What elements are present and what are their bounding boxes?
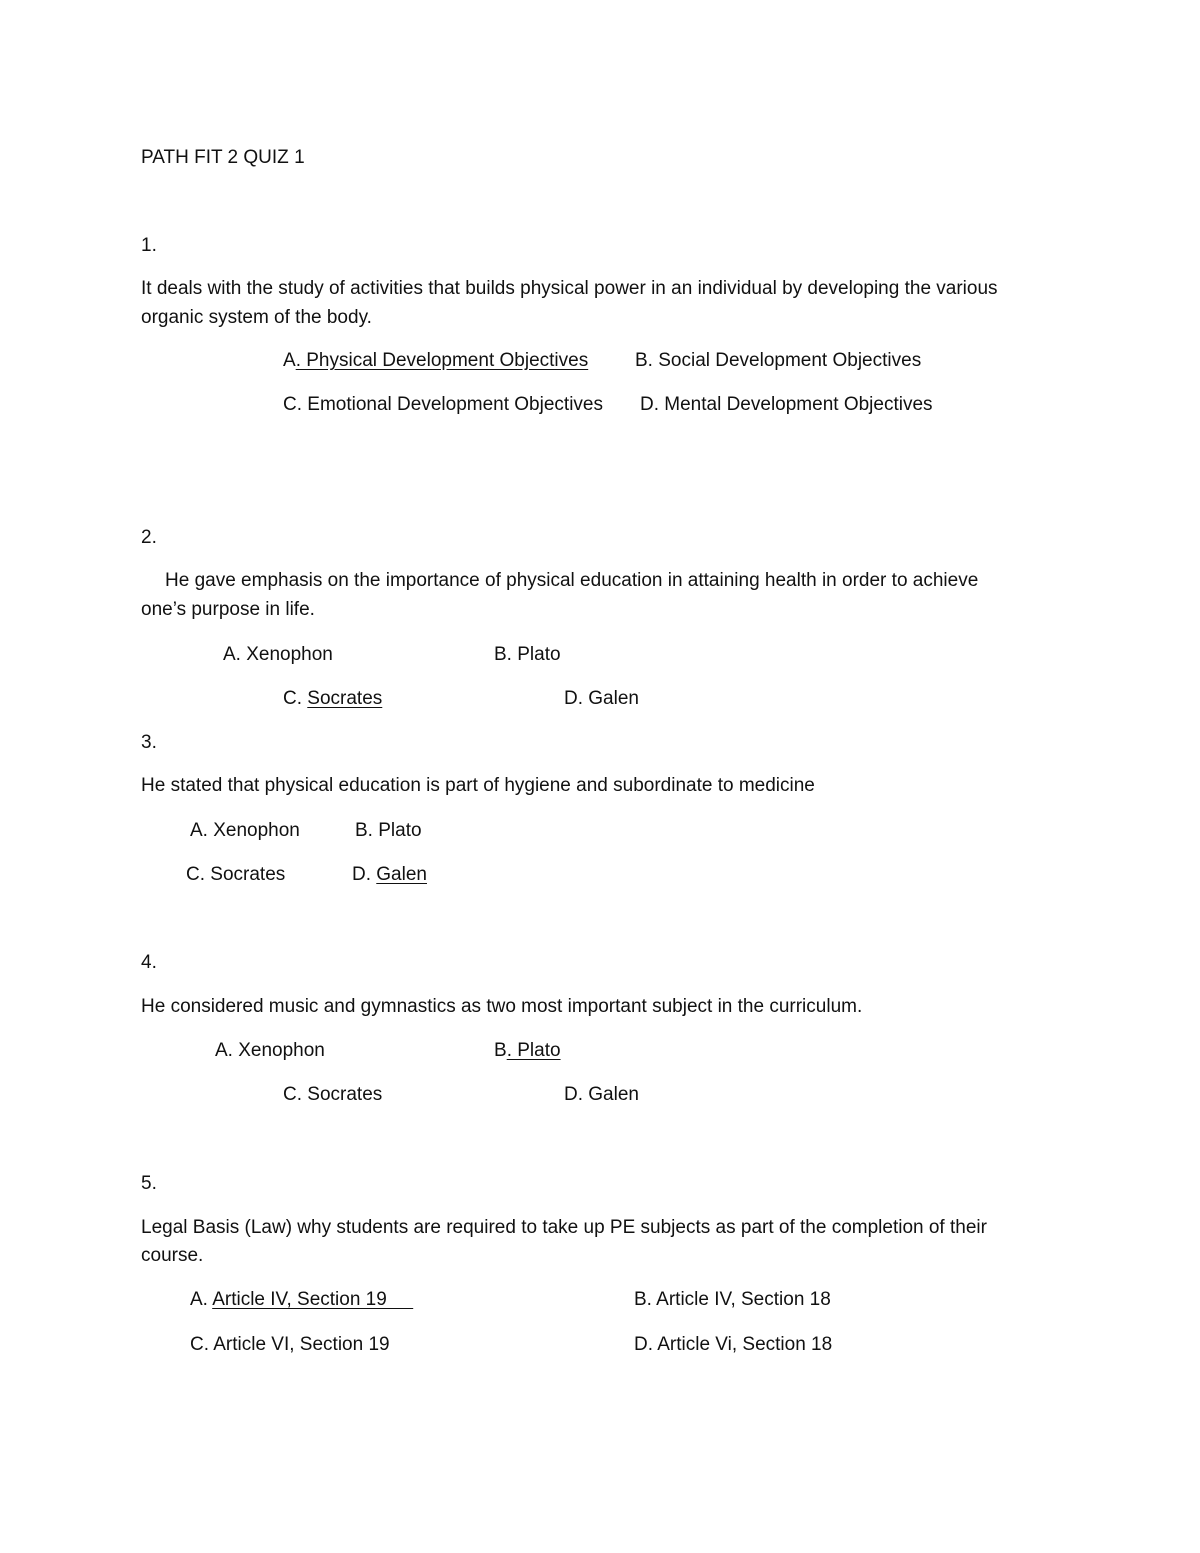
question-5-option-b: B. Article IV, Section 18 (634, 1289, 831, 1310)
question-4-option-c: C. Socrates (283, 1084, 383, 1105)
question-5-option-a-answer: Article IV, Section 19 (212, 1289, 414, 1310)
question-1-option-d: D. Mental Development Objectives (640, 394, 933, 415)
question-1-option-c: C. Emotional Development Objectives (283, 394, 603, 415)
question-2-option-a: A. Xenophon (223, 644, 333, 665)
question-4-number: 4. (141, 952, 157, 973)
question-4-option-d: D. Galen (564, 1084, 639, 1105)
question-2-option-c (283, 687, 382, 711)
question-2-option-b: B. Plato (494, 644, 561, 665)
question-5-option-a (190, 1288, 413, 1312)
question-3-option-a: A. Xenophon (190, 820, 300, 841)
question-4-text-line-1: He considered music and gymnastics as two most important subject in the curriculum. (141, 996, 863, 1017)
question-2-option-c-answer: Socrates (307, 688, 383, 709)
question-5-option-a-prefix: A. (190, 1289, 213, 1310)
question-2-text-line-1: He gave emphasis on the importance of physical education in attaining health in order to achieve (165, 570, 979, 591)
question-4-option-b-answer: . Plato (506, 1040, 561, 1061)
question-3-option-b: B. Plato (355, 820, 422, 841)
question-2-option-d: D. Galen (564, 688, 639, 709)
question-1-number: 1. (141, 235, 157, 256)
question-5-text-line-2: course. (141, 1245, 204, 1266)
question-1-option-a (283, 349, 588, 373)
question-2-option-c-prefix: C. (283, 688, 308, 709)
question-1-option-a-answer: . Physical Development Objectives (295, 350, 589, 371)
question-3-option-c: C. Socrates (186, 864, 286, 885)
question-1-option-b: B. Social Development Objectives (635, 350, 922, 371)
question-4-option-a: A. Xenophon (215, 1040, 325, 1061)
question-5-text-line-1: Legal Basis (Law) why students are required to take up PE subjects as part of the completion of their (141, 1217, 987, 1238)
question-5-number: 5. (141, 1173, 157, 1194)
question-1-text-line-1: It deals with the study of activities that builds physical power in an individual by developing the various (141, 278, 998, 299)
question-3-option-d (352, 863, 427, 887)
question-5-option-c: C. Article VI, Section 19 (190, 1334, 390, 1355)
question-3-text-line-1: He stated that physical education is part of hygiene and subordinate to medicine (141, 775, 815, 796)
question-4-option-b-letter: B (494, 1040, 507, 1061)
question-3-option-d-prefix: D. (352, 864, 377, 885)
question-2-number: 2. (141, 527, 157, 548)
quiz-title: PATH FIT 2 QUIZ 1 (141, 147, 305, 168)
question-1-option-a-letter: A (283, 350, 296, 371)
question-3-option-d-answer: Galen (376, 864, 427, 885)
question-5-option-d: D. Article Vi, Section 18 (634, 1334, 833, 1355)
question-3-number: 3. (141, 732, 157, 753)
question-1-text-line-2: organic system of the body. (141, 307, 372, 328)
question-2-text-line-2: one’s purpose in life. (141, 599, 315, 620)
question-4-option-b (494, 1039, 561, 1063)
